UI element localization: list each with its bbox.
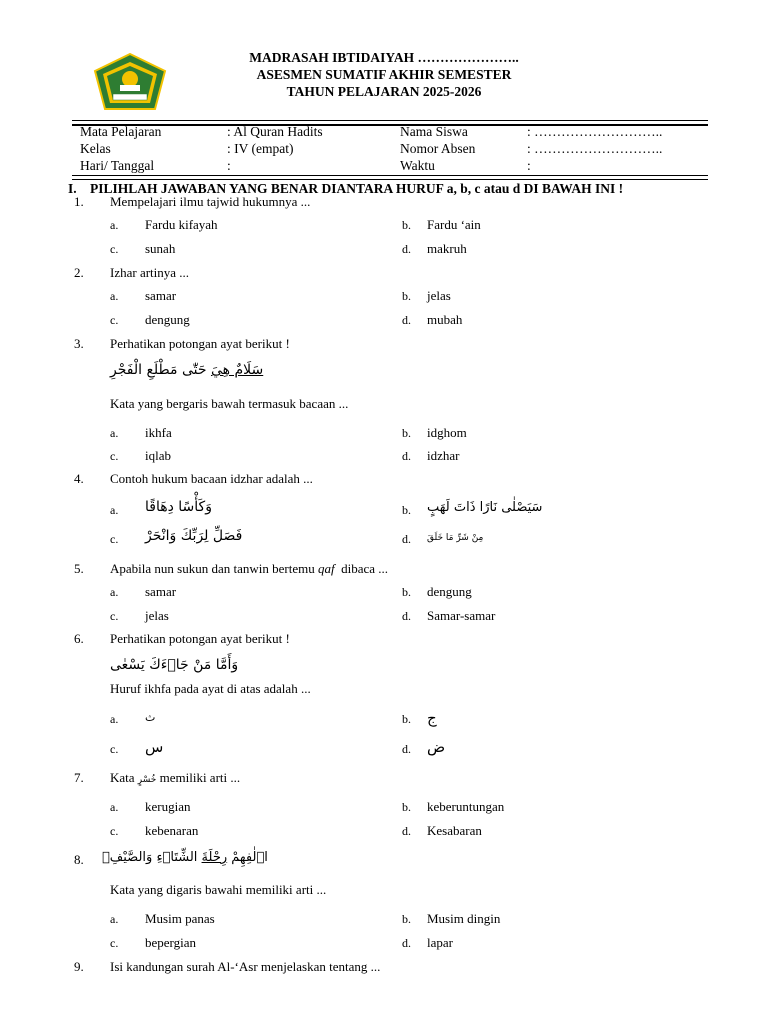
kelas-value: : IV (empat) [227,141,294,156]
school-name: MADRASAH IBTIDAIYAH ………………….. [249,50,519,65]
q5-option-d: Samar-samar [427,608,496,623]
absen-label: Nomor Absen [400,141,476,156]
absen-value: : ……………………….. [527,141,663,156]
q8-number: 8. [74,852,84,867]
header-rule-bottom [72,175,708,176]
q9-text: Isi kandungan surah Al-‘Asr menjelaskan tentang ... [110,959,381,974]
q2-d-letter: d. [402,313,411,327]
section-roman: I. [68,181,77,196]
q5-option-c: jelas [145,608,169,623]
q7-b-letter: b. [402,800,411,814]
q1-option-c: sunah [145,241,176,256]
q3-ayat [110,362,263,378]
q8-b-letter: b. [402,912,411,926]
q7-text [110,770,240,786]
waktu-value: : [527,158,531,173]
q4-option-a: وَكَأْسًا دِهَاقًا [145,499,212,515]
header-rule-top [72,120,708,121]
q4-a-letter: a. [110,503,119,517]
q1-number: 1. [74,194,84,209]
exam-title: ASESMEN SUMATIF AKHIR SEMESTER [256,67,512,82]
q3-ayat-underlined: سَلَامٌ هِيَ [210,362,264,378]
waktu-label: Waktu [400,158,435,173]
q3-option-b: idghom [427,425,467,440]
q8-option-c: bepergian [145,935,197,950]
q2-text: Izhar artinya ... [110,265,190,280]
hari-value: : [227,158,231,173]
q6-a-letter: a. [110,712,119,726]
q3-option-c: iqlab [145,448,171,463]
q3-number: 3. [74,336,84,351]
q2-option-d: mubah [427,312,463,327]
q7-option-a: kerugian [145,799,191,814]
q8-ayat [102,850,268,865]
q1-d-letter: d. [402,242,411,256]
q8-d-letter: d. [402,936,411,950]
q5-text-after: dibaca ... [334,561,389,576]
q3-a-letter: a. [110,426,119,440]
q5-text [110,561,388,577]
q6-option-c: س [145,738,164,756]
q4-text: Contoh hukum bacaan idzhar adalah ... [110,471,313,486]
q5-a-letter: a. [110,585,119,599]
q8-ayat-end: الشِّتَاۤءِ وَالصَّيْفِۚ [102,850,202,865]
q6-d-letter: d. [402,742,411,756]
q6-c-letter: c. [110,742,119,756]
q7-text-before: Kata [110,770,138,785]
q7-option-c: kebenaran [145,823,199,838]
header-rule-bottom-thin [72,179,708,180]
q3-d-letter: d. [402,449,411,463]
q6-text: Perhatikan potongan ayat berikut ! [110,631,290,646]
q2-c-letter: c. [110,313,119,327]
q6-b-letter: b. [402,712,411,726]
q6-option-b: ج [427,709,437,727]
mapel-value: : Al Quran Hadits [227,124,323,139]
q5-text-before: Apabila nun sukun dan tanwin bertemu [110,561,318,576]
q7-c-letter: c. [110,824,119,838]
q6-option-a: ث [145,711,156,724]
q2-b-letter: b. [402,289,411,303]
q4-c-letter: c. [110,532,119,546]
q4-option-d: مِنْ شَرِّ مَا خَلَقَ [427,533,484,543]
q1-text: Mempelajari ilmu tajwid hukumnya ... [110,194,311,209]
q7-number: 7. [74,770,84,785]
q3-option-d: idzhar [427,448,460,463]
q8-option-d: lapar [427,935,453,950]
q5-c-letter: c. [110,609,119,623]
q7-d-letter: d. [402,824,411,838]
q4-option-b: سَيَصْلٰى نَارًا ذَاتَ لَهَبٍ [427,500,543,515]
nama-value: : ……………………….. [527,124,663,139]
q8-text2: Kata yang digaris bawahi memiliki arti ... [110,882,327,897]
q7-option-d: Kesabaran [427,823,482,838]
q3-ayat-rest: حَتّٰى مَطْلَعِ الْفَجْرِ [110,362,211,378]
q5-number: 5. [74,561,84,576]
q7-a-letter: a. [110,800,119,814]
q7-arabic-word: خُسْرٍ [137,775,157,785]
q6-number: 6. [74,631,84,646]
q1-option-a: Fardu kifayah [145,217,218,232]
q2-option-c: dengung [145,312,190,327]
q8-ayat-underlined: رِحْلَةَ [201,850,228,865]
q5-option-a: samar [145,584,177,599]
q5-text-em: qaf [317,561,335,576]
q2-number: 2. [74,265,84,280]
q6-ayat: وَأَمَّا مَنْ جَاۤءَكَ يَسْعٰى [110,657,239,673]
q1-b-letter: b. [402,218,411,232]
q4-option-c: فَصَلِّ لِرَبِّكَ وَانْحَرْ [145,528,243,544]
q8-option-a: Musim panas [145,911,215,926]
q5-d-letter: d. [402,609,411,623]
q2-a-letter: a. [110,289,119,303]
q1-c-letter: c. [110,242,119,256]
q1-a-letter: a. [110,218,119,232]
q1-option-b: Fardu ‘ain [427,217,481,232]
q8-option-b: Musim dingin [427,911,501,926]
q3-b-letter: b. [402,426,411,440]
q4-b-letter: b. [402,503,411,517]
q3-option-a: ikhfa [145,425,172,440]
q3-text: Perhatikan potongan ayat berikut ! [110,336,290,351]
q8-ayat-start: اٖلٰفِهِمْ [227,850,268,865]
kelas-label: Kelas [80,141,111,156]
q5-b-letter: b. [402,585,411,599]
q6-option-d: ض [427,738,446,756]
q3-c-letter: c. [110,449,119,463]
q8-c-letter: c. [110,936,119,950]
hari-label: Hari/ Tanggal [80,158,155,173]
q7-text-after: memiliki arti ... [156,770,241,785]
q3-text2: Kata yang bergaris bawah termasuk bacaan ... [110,396,349,411]
q1-option-d: makruh [427,241,467,256]
q5-option-b: dengung [427,584,472,599]
academic-year: TAHUN PELAJARAN 2025-2026 [286,84,482,99]
q2-option-b: jelas [427,288,451,303]
q2-option-a: samar [145,288,177,303]
section-title: PILIHLAH JAWABAN YANG BENAR DIANTARA HURUF a, b, c atau d DI BAWAH INI ! [90,181,624,196]
q6-text2: Huruf ikhfa pada ayat di atas adalah ... [110,681,311,696]
q4-number: 4. [74,471,84,486]
mapel-label: Mata Pelajaran [80,124,162,139]
q9-number: 9. [74,959,84,974]
q8-a-letter: a. [110,912,119,926]
nama-label: Nama Siswa [400,124,468,139]
q4-d-letter: d. [402,532,411,546]
q7-option-b: keberuntungan [427,799,505,814]
